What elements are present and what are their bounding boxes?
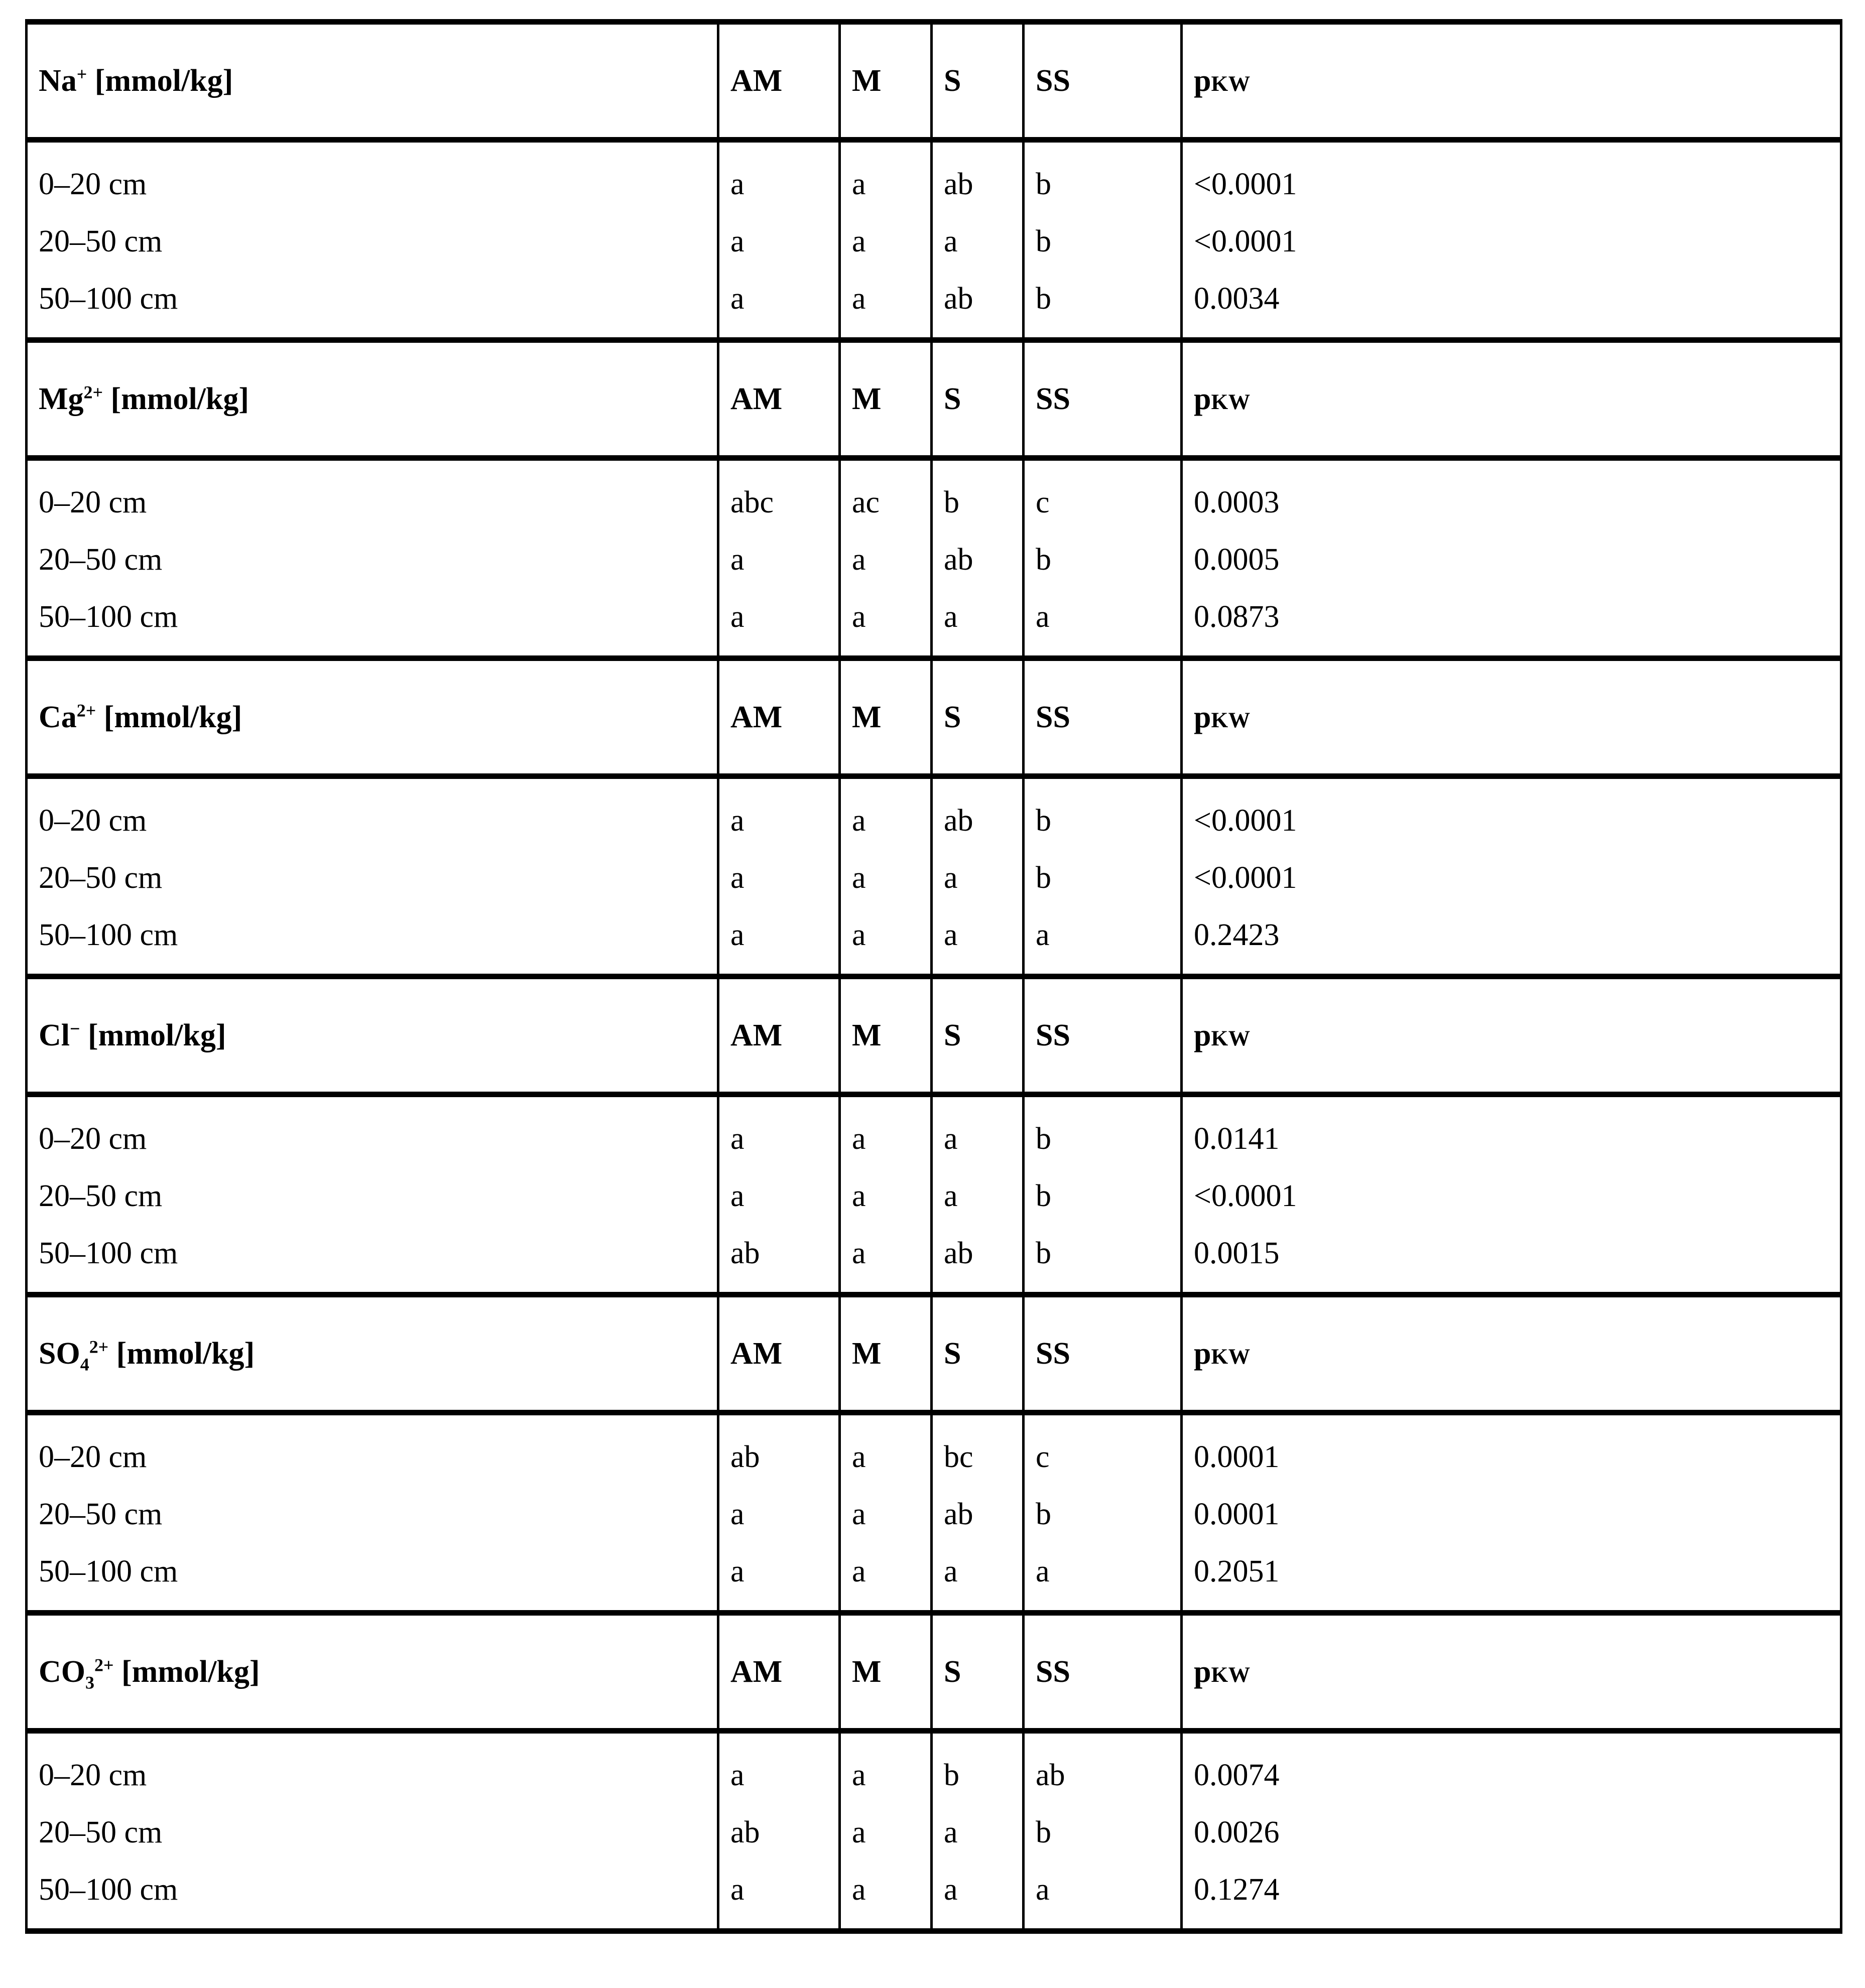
value-pkw: 0.0015 bbox=[1182, 1225, 1841, 1295]
depth-label: 50–100 cm bbox=[27, 270, 718, 340]
value-s: a bbox=[932, 588, 1024, 658]
column-header-ss: SS bbox=[1024, 977, 1182, 1095]
value-pkw: 0.0034 bbox=[1182, 270, 1841, 340]
column-header-ss: SS bbox=[1024, 658, 1182, 776]
value-s: ab bbox=[932, 1486, 1024, 1543]
pkw-subscript: KW bbox=[1211, 708, 1251, 732]
value-s: ab bbox=[932, 531, 1024, 588]
value-s: a bbox=[932, 1095, 1024, 1168]
pkw-main: p bbox=[1194, 700, 1211, 734]
ion-formula: Na+ [mmol/kg] bbox=[39, 64, 233, 98]
section-title-na bbox=[27, 22, 718, 140]
value-ss: a bbox=[1024, 1543, 1182, 1613]
value-m: a bbox=[840, 1167, 932, 1225]
value-pkw: 0.0026 bbox=[1182, 1804, 1841, 1861]
table-row bbox=[27, 213, 1841, 270]
value-am: abc bbox=[718, 458, 840, 532]
value-pkw: 0.0003 bbox=[1182, 458, 1841, 532]
value-am: a bbox=[718, 213, 840, 270]
depth-label: 0–20 cm bbox=[27, 1731, 718, 1804]
section-title-cl bbox=[27, 977, 718, 1095]
column-header-m: M bbox=[840, 1295, 932, 1413]
pkw-subscript: KW bbox=[1211, 390, 1251, 414]
ion-subscript: 4 bbox=[80, 1354, 89, 1375]
table-row bbox=[27, 1413, 1841, 1486]
ion-formula: $SO_4^{2+}$ [mmol/kg] bbox=[39, 1337, 255, 1375]
value-m: a bbox=[840, 1413, 932, 1486]
table-body bbox=[27, 22, 1841, 1931]
value-pkw: 0.0005 bbox=[1182, 531, 1841, 588]
value-am: ab bbox=[718, 1804, 840, 1861]
depth-label: 20–50 cm bbox=[27, 531, 718, 588]
table-row bbox=[27, 531, 1841, 588]
value-m: a bbox=[840, 588, 932, 658]
table-row bbox=[27, 849, 1841, 906]
value-m: a bbox=[840, 906, 932, 977]
value-ss: c bbox=[1024, 1413, 1182, 1486]
column-header-ss: SS bbox=[1024, 340, 1182, 458]
column-header-am: AM bbox=[718, 22, 840, 140]
value-am: a bbox=[718, 1486, 840, 1543]
column-header-s: S bbox=[932, 977, 1024, 1095]
value-pkw: <0.0001 bbox=[1182, 140, 1841, 213]
value-ss: b bbox=[1024, 270, 1182, 340]
depth-label: 20–50 cm bbox=[27, 213, 718, 270]
depth-label: 50–100 cm bbox=[27, 1225, 718, 1295]
pkw-main: p bbox=[1194, 1018, 1211, 1052]
section-title-ca bbox=[27, 658, 718, 776]
value-m: a bbox=[840, 776, 932, 850]
value-m: a bbox=[840, 270, 932, 340]
value-ss: b bbox=[1024, 776, 1182, 850]
column-header-am: AM bbox=[718, 658, 840, 776]
column-header-pkw bbox=[1182, 22, 1841, 140]
depth-label: 20–50 cm bbox=[27, 849, 718, 906]
value-s: ab bbox=[932, 1225, 1024, 1295]
value-ss: ab bbox=[1024, 1731, 1182, 1804]
table-row bbox=[27, 1731, 1841, 1804]
depth-label: 0–20 cm bbox=[27, 1413, 718, 1486]
value-am: a bbox=[718, 531, 840, 588]
value-am: a bbox=[718, 140, 840, 213]
column-header-am: AM bbox=[718, 977, 840, 1095]
value-m: a bbox=[840, 1861, 932, 1931]
value-s: ab bbox=[932, 140, 1024, 213]
depth-label: 0–20 cm bbox=[27, 776, 718, 850]
pkw-subscript: KW bbox=[1211, 1345, 1251, 1369]
value-ss: b bbox=[1024, 1486, 1182, 1543]
value-am: a bbox=[718, 849, 840, 906]
pkw-main: p bbox=[1194, 1655, 1211, 1689]
table-row bbox=[27, 140, 1841, 213]
table-row bbox=[27, 1804, 1841, 1861]
value-s: ab bbox=[932, 270, 1024, 340]
column-header-am: AM bbox=[718, 1295, 840, 1413]
column-header-ss: SS bbox=[1024, 1613, 1182, 1731]
value-pkw: 0.0873 bbox=[1182, 588, 1841, 658]
pkw-subscript: KW bbox=[1211, 1026, 1251, 1050]
value-s: a bbox=[932, 906, 1024, 977]
value-am: a bbox=[718, 906, 840, 977]
value-m: a bbox=[840, 1486, 932, 1543]
value-m: a bbox=[840, 1225, 932, 1295]
pkw-subscript: KW bbox=[1211, 72, 1251, 96]
table-row bbox=[27, 270, 1841, 340]
table-row bbox=[27, 458, 1841, 532]
ion-formula: $CO_3^{2+}$ [mmol/kg] bbox=[39, 1655, 260, 1693]
value-ss: a bbox=[1024, 1861, 1182, 1931]
value-pkw: <0.0001 bbox=[1182, 776, 1841, 850]
depth-label: 20–50 cm bbox=[27, 1167, 718, 1225]
value-am: a bbox=[718, 588, 840, 658]
column-header-s: S bbox=[932, 1613, 1024, 1731]
value-s: ab bbox=[932, 776, 1024, 850]
value-pkw: 0.0074 bbox=[1182, 1731, 1841, 1804]
section-title-co3 bbox=[27, 1613, 718, 1731]
value-s: a bbox=[932, 1861, 1024, 1931]
ion-charge: + bbox=[76, 64, 87, 84]
value-ss: a bbox=[1024, 588, 1182, 658]
value-ss: b bbox=[1024, 1095, 1182, 1168]
column-header-pkw bbox=[1182, 340, 1841, 458]
depth-label: 50–100 cm bbox=[27, 1861, 718, 1931]
column-header-pkw bbox=[1182, 1295, 1841, 1413]
value-pkw: 0.0141 bbox=[1182, 1095, 1841, 1168]
value-pkw: <0.0001 bbox=[1182, 1167, 1841, 1225]
column-header-m: M bbox=[840, 658, 932, 776]
section-title-so4 bbox=[27, 1295, 718, 1413]
section-header-row bbox=[27, 1295, 1841, 1413]
column-header-m: M bbox=[840, 22, 932, 140]
table-row bbox=[27, 1167, 1841, 1225]
statistics-table bbox=[25, 19, 1842, 1934]
value-s: a bbox=[932, 213, 1024, 270]
value-m: a bbox=[840, 1731, 932, 1804]
column-header-pkw bbox=[1182, 658, 1841, 776]
value-m: a bbox=[840, 1095, 932, 1168]
pkw-main: p bbox=[1194, 1337, 1211, 1371]
depth-label: 50–100 cm bbox=[27, 588, 718, 658]
column-header-s: S bbox=[932, 22, 1024, 140]
pkw-main: p bbox=[1194, 64, 1211, 98]
value-ss: b bbox=[1024, 1167, 1182, 1225]
value-pkw: 0.2051 bbox=[1182, 1543, 1841, 1613]
column-header-pkw bbox=[1182, 1613, 1841, 1731]
ion-subscript: 3 bbox=[85, 1672, 94, 1693]
section-title-mg bbox=[27, 340, 718, 458]
column-header-s: S bbox=[932, 1295, 1024, 1413]
depth-label: 0–20 cm bbox=[27, 1095, 718, 1168]
value-ss: b bbox=[1024, 531, 1182, 588]
value-ss: b bbox=[1024, 213, 1182, 270]
ion-charge: 2+ bbox=[94, 1655, 114, 1675]
value-s: a bbox=[932, 1167, 1024, 1225]
value-m: a bbox=[840, 140, 932, 213]
section-header-row bbox=[27, 658, 1841, 776]
depth-label: 0–20 cm bbox=[27, 458, 718, 532]
value-am: a bbox=[718, 1543, 840, 1613]
value-ss: a bbox=[1024, 906, 1182, 977]
table-row bbox=[27, 1861, 1841, 1931]
depth-label: 50–100 cm bbox=[27, 906, 718, 977]
depth-label: 20–50 cm bbox=[27, 1804, 718, 1861]
column-header-am: AM bbox=[718, 340, 840, 458]
value-pkw: <0.0001 bbox=[1182, 213, 1841, 270]
ion-charge: − bbox=[70, 1018, 80, 1039]
table-row bbox=[27, 776, 1841, 850]
column-header-m: M bbox=[840, 977, 932, 1095]
value-s: a bbox=[932, 849, 1024, 906]
value-s: a bbox=[932, 1804, 1024, 1861]
table-row bbox=[27, 1095, 1841, 1168]
value-ss: b bbox=[1024, 1804, 1182, 1861]
value-am: a bbox=[718, 1731, 840, 1804]
depth-label: 50–100 cm bbox=[27, 1543, 718, 1613]
section-header-row bbox=[27, 22, 1841, 140]
value-am: ab bbox=[718, 1225, 840, 1295]
value-am: a bbox=[718, 1861, 840, 1931]
value-m: a bbox=[840, 1543, 932, 1613]
value-ss: c bbox=[1024, 458, 1182, 532]
table-row bbox=[27, 588, 1841, 658]
column-header-ss: SS bbox=[1024, 22, 1182, 140]
pkw-main: p bbox=[1194, 382, 1211, 416]
column-header-pkw bbox=[1182, 977, 1841, 1095]
section-header-row bbox=[27, 340, 1841, 458]
pkw-subscript: KW bbox=[1211, 1663, 1251, 1687]
table-row bbox=[27, 1543, 1841, 1613]
depth-label: 0–20 cm bbox=[27, 140, 718, 213]
value-m: a bbox=[840, 213, 932, 270]
value-ss: b bbox=[1024, 140, 1182, 213]
column-header-ss: SS bbox=[1024, 1295, 1182, 1413]
ion-formula: Cl− [mmol/kg] bbox=[39, 1018, 226, 1052]
value-am: a bbox=[718, 1167, 840, 1225]
table-row bbox=[27, 906, 1841, 977]
value-m: a bbox=[840, 531, 932, 588]
table-row bbox=[27, 1486, 1841, 1543]
value-s: b bbox=[932, 458, 1024, 532]
value-am: a bbox=[718, 1095, 840, 1168]
value-pkw: 0.1274 bbox=[1182, 1861, 1841, 1931]
value-am: a bbox=[718, 776, 840, 850]
column-header-m: M bbox=[840, 1613, 932, 1731]
value-m: ac bbox=[840, 458, 932, 532]
value-am: ab bbox=[718, 1413, 840, 1486]
ion-charge: 2+ bbox=[83, 382, 103, 403]
value-ss: b bbox=[1024, 1225, 1182, 1295]
value-pkw: 0.0001 bbox=[1182, 1486, 1841, 1543]
column-header-s: S bbox=[932, 340, 1024, 458]
value-am: a bbox=[718, 270, 840, 340]
value-pkw: 0.2423 bbox=[1182, 906, 1841, 977]
ion-formula: $Mg^{2+}$ [mmol/kg] bbox=[39, 382, 250, 416]
column-header-m: M bbox=[840, 340, 932, 458]
value-s: bc bbox=[932, 1413, 1024, 1486]
value-m: a bbox=[840, 849, 932, 906]
column-header-am: AM bbox=[718, 1613, 840, 1731]
value-m: a bbox=[840, 1804, 932, 1861]
ion-charge: 2+ bbox=[89, 1337, 109, 1357]
section-header-row bbox=[27, 977, 1841, 1095]
depth-label: 20–50 cm bbox=[27, 1486, 718, 1543]
value-s: a bbox=[932, 1543, 1024, 1613]
value-pkw: <0.0001 bbox=[1182, 849, 1841, 906]
value-s: b bbox=[932, 1731, 1024, 1804]
table-row bbox=[27, 1225, 1841, 1295]
value-pkw: 0.0001 bbox=[1182, 1413, 1841, 1486]
ion-charge: 2+ bbox=[76, 700, 96, 721]
section-header-row bbox=[27, 1613, 1841, 1731]
ion-formula: $Ca^{2+}$ [mmol/kg] bbox=[39, 700, 242, 734]
value-ss: b bbox=[1024, 849, 1182, 906]
column-header-s: S bbox=[932, 658, 1024, 776]
